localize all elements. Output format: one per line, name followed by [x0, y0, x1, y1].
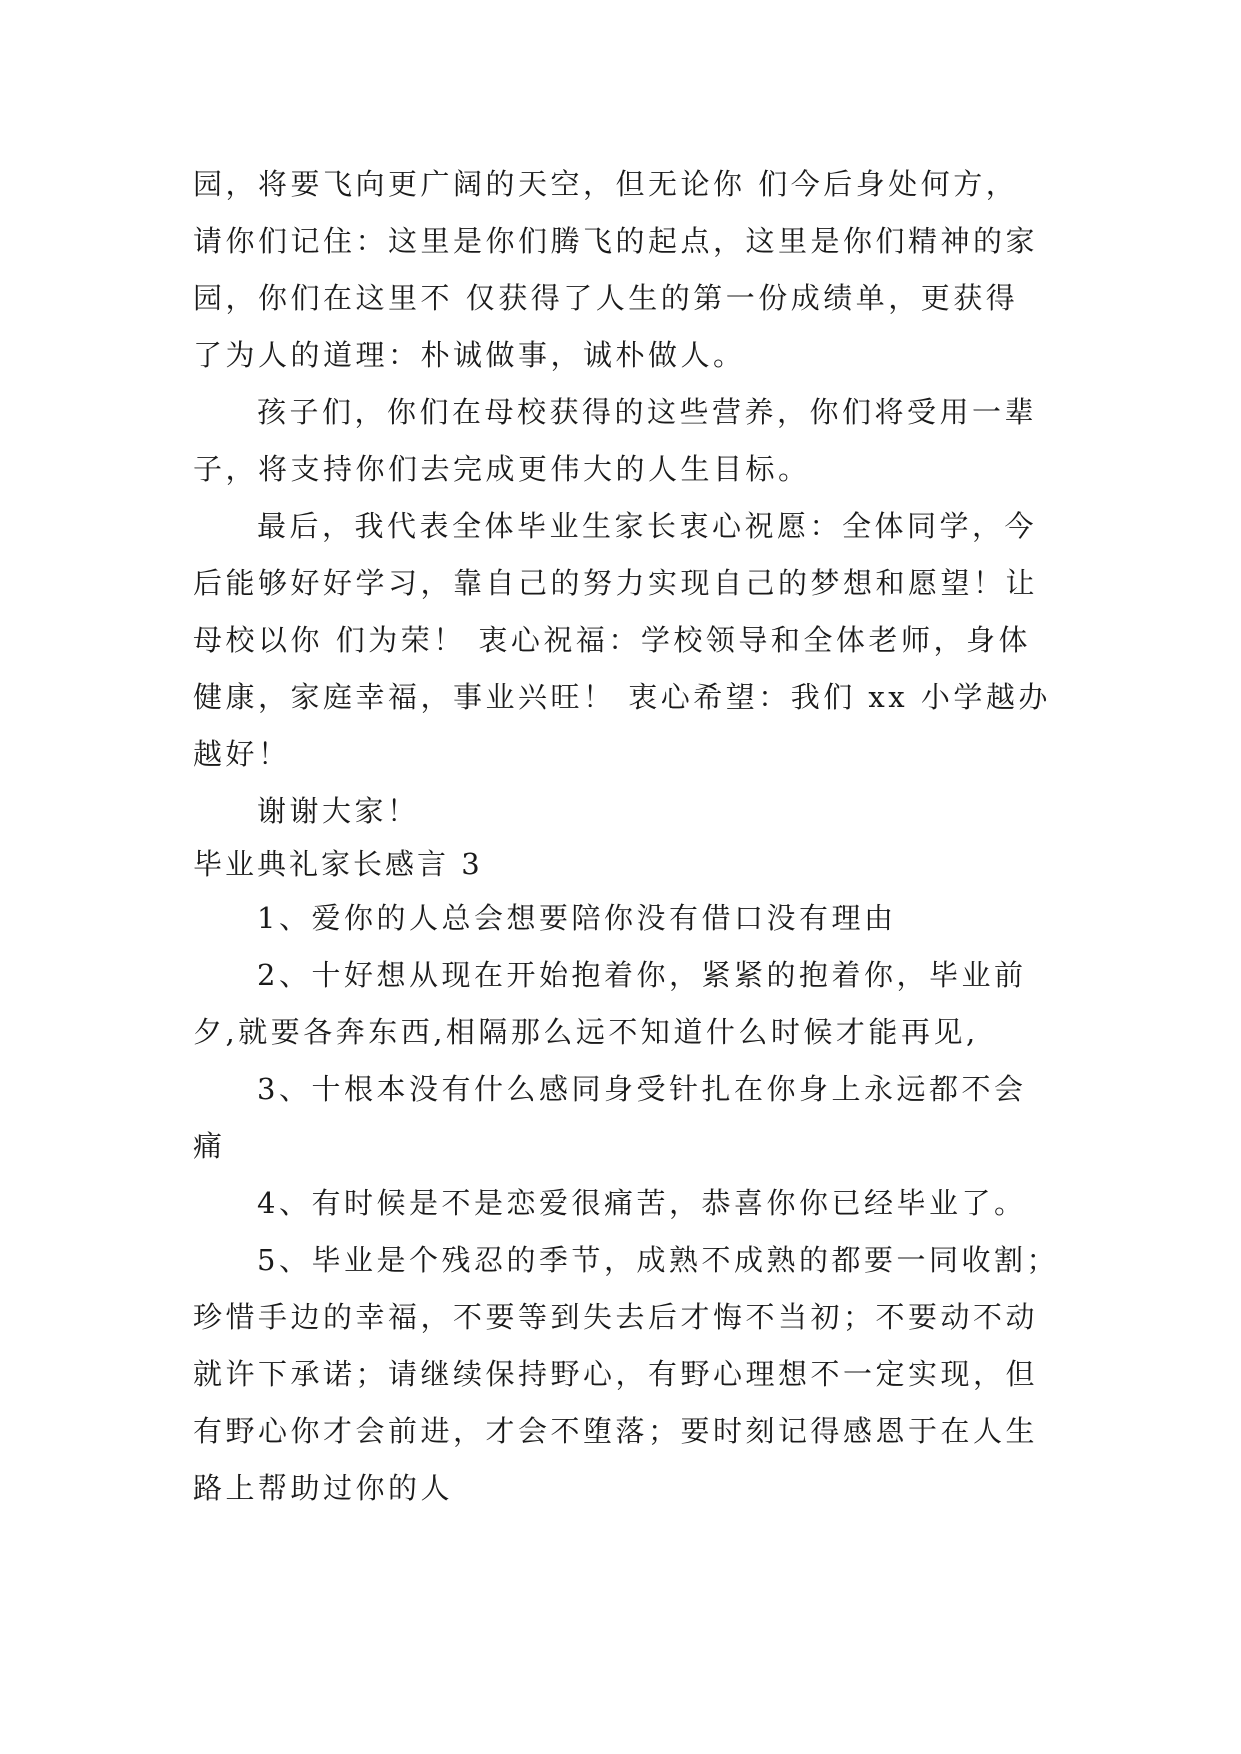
- section-heading: 毕业典礼家长感言 3: [193, 847, 483, 881]
- list-item-1-line-1: 1、爱你的人总会想要陪你没有借口没有理由: [257, 901, 897, 935]
- paragraph-1-line-1: 园，将要飞向更广阔的天空，但无论你 们今后身处何方，: [193, 167, 1019, 201]
- paragraph-1-line-2: 请你们记住：这里是你们腾飞的起点，这里是你们精神的家: [193, 224, 1039, 258]
- list-item-4-line-1: 4、有时候是不是恋爱很痛苦，恭喜你你已经毕业了。: [257, 1186, 1027, 1220]
- paragraph-4-line-1: 谢谢大家！: [257, 794, 420, 828]
- paragraph-1-line-3: 园，你们在这里不 仅获得了人生的第一份成绩单，更获得: [193, 281, 1019, 315]
- list-item-5-line-4: 有野心你才会前进，才会不堕落；要时刻记得感恩于在人生: [193, 1414, 1039, 1448]
- list-item-2-line-1: 2、十好想从现在开始抱着你，紧紧的抱着你，毕业前: [257, 958, 1027, 992]
- paragraph-3-line-4: 健康，家庭幸福，事业兴旺！ 衷心希望：我们 xx 小学越办: [193, 680, 1051, 714]
- list-item-5-line-2: 珍惜手边的幸福，不要等到失去后才悔不当初；不要动不动: [193, 1300, 1039, 1334]
- paragraph-3-line-1: 最后，我代表全体毕业生家长衷心祝愿：全体同学，今: [257, 509, 1038, 543]
- paragraph-1-line-4: 了为人的道理：朴诚做事，诚朴做人。: [193, 338, 746, 372]
- list-item-5-line-1: 5、毕业是个残忍的季节，成熟不成熟的都要一同收割；: [257, 1243, 1059, 1277]
- paragraph-3-line-2: 后能够好好学习，靠自己的努力实现自己的梦想和愿望！让: [193, 566, 1039, 600]
- paragraph-3-line-5: 越好！: [193, 737, 291, 771]
- list-item-2-line-2: 夕,就要各奔东西,相隔那么远不知道什么时候才能再见,: [193, 1015, 979, 1049]
- list-item-3-line-1: 3、十根本没有什么感同身受针扎在你身上永远都不会: [257, 1072, 1027, 1106]
- paragraph-3-line-3: 母校以你 们为荣！ 衷心祝福：学校领导和全体老师，身体: [193, 623, 1031, 657]
- paragraph-2-line-2: 子，将支持你们去完成更伟大的人生目标。: [193, 452, 811, 486]
- list-item-5-line-3: 就许下承诺；请继续保持野心，有野心理想不一定实现，但: [193, 1357, 1039, 1391]
- list-item-3-line-2: 痛: [193, 1129, 226, 1163]
- list-item-5-line-5: 路上帮助过你的人: [193, 1471, 454, 1505]
- paragraph-2-line-1: 孩子们，你们在母校获得的这些营养，你们将受用一辈: [257, 395, 1038, 429]
